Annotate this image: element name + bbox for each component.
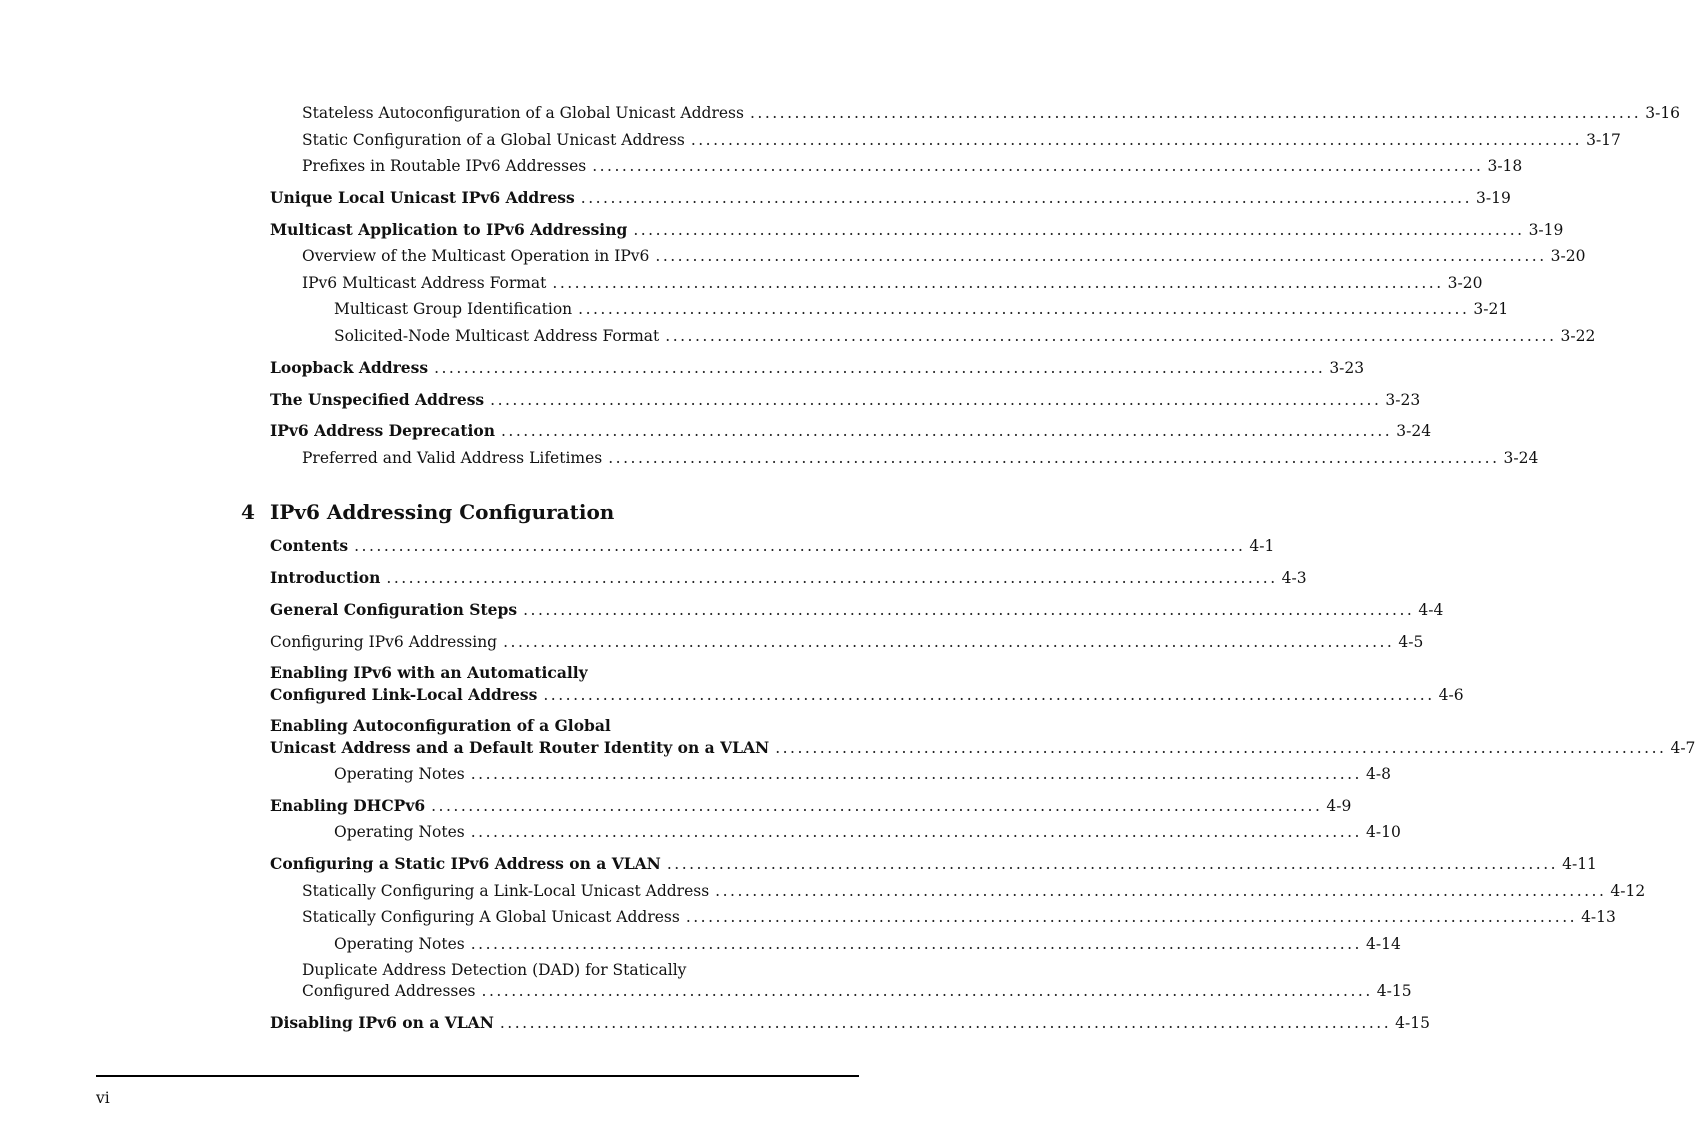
toc-entry-page-number: 3-21 — [1473, 300, 1509, 318]
toc-entry[interactable] — [0, 934, 1401, 954]
toc-entry-page-number: 4-6 — [1438, 686, 1464, 704]
toc-entry-page-number: 3-18 — [1487, 157, 1523, 175]
toc-entry[interactable] — [0, 103, 1681, 123]
toc-entry-page-number: 4-3 — [1281, 569, 1307, 587]
toc-entry-page-number: 3-24 — [1503, 449, 1539, 467]
toc-entry[interactable] — [0, 685, 1464, 705]
toc-entry-title: Stateless Autoconfiguration of a Global Unicast Address — [302, 104, 744, 122]
toc-entry-page-number: 4-11 — [1562, 855, 1597, 873]
dot-leader: ........................................................................................................................ — [685, 908, 1578, 926]
toc-entry-title: IPv6 Multicast Address Format — [302, 274, 547, 292]
toc-entry-page-number: 3-16 — [1645, 104, 1681, 122]
footer-rule — [96, 1075, 859, 1077]
toc-entry[interactable] — [0, 796, 1352, 816]
toc-entry-title: Statically Configuring A Global Unicast Address — [302, 908, 680, 926]
dot-leader: ........................................................................................................................ — [775, 739, 1667, 757]
dot-leader: ........................................................................................................................ — [580, 189, 1473, 207]
toc-entry-title: The Unspecified Address — [270, 390, 485, 409]
toc-entry-page-number: 4-5 — [1398, 633, 1424, 651]
dot-leader: ........................................................................................................................ — [354, 537, 1246, 555]
dot-leader: ........................................................................................................................ — [523, 601, 1415, 619]
toc-entry[interactable] — [0, 764, 1391, 784]
toc-entry-title: Prefixes in Routable IPv6 Addresses — [302, 157, 587, 175]
toc-entry[interactable] — [0, 907, 1616, 927]
toc-entry-page-number: 4-15 — [1376, 982, 1412, 1000]
chapter-title: IPv6 Addressing Configuration — [270, 500, 615, 524]
chapter-number: 4 — [241, 500, 255, 524]
dot-leader: ........................................................................................................................ — [434, 359, 1326, 377]
toc-entry-title: Unique Local Unicast IPv6 Address — [270, 188, 575, 207]
toc-entry-title: IPv6 Address Deprecation — [270, 421, 495, 440]
dot-leader: ........................................................................................................................ — [386, 569, 1278, 587]
toc-entry[interactable] — [0, 246, 1586, 266]
toc-entry-title: Multicast Group Identification — [334, 300, 573, 318]
page-number: vi — [96, 1089, 110, 1107]
toc-entry[interactable] — [0, 822, 1401, 842]
dot-leader: ........................................................................................................................ — [503, 633, 1395, 651]
toc-entry-title: Contents — [270, 536, 349, 555]
toc-entry-title: Disabling IPv6 on a VLAN — [270, 1013, 494, 1032]
dot-leader: ........................................................................................................................ — [481, 982, 1373, 1000]
dot-leader: ........................................................................................................................ — [655, 247, 1547, 265]
dot-leader: ........................................................................................................................ — [578, 300, 1470, 318]
toc-entry-page-number: 3-23 — [1385, 391, 1421, 409]
dot-leader: ........................................................................................................................ — [592, 157, 1484, 175]
toc-entry[interactable] — [0, 738, 1695, 758]
toc-entry[interactable] — [0, 536, 1275, 556]
toc-entry[interactable] — [0, 421, 1432, 441]
toc-entry-title: Solicited-Node Multicast Address Format — [334, 327, 660, 345]
toc-entry-title: Enabling DHCPv6 — [270, 796, 426, 815]
dot-leader: ........................................................................................................................ — [690, 131, 1583, 149]
toc-entry-title: Preferred and Valid Address Lifetimes — [302, 449, 603, 467]
toc-entry-page-number: 3-17 — [1586, 131, 1621, 149]
toc-entry[interactable] — [0, 1013, 1430, 1033]
toc-entry-title: Configuring IPv6 Addressing — [270, 633, 498, 651]
toc-entry-page-number: 4-15 — [1395, 1014, 1430, 1032]
dot-leader: ........................................................................................................................ — [749, 104, 1642, 122]
toc-entry[interactable] — [0, 273, 1483, 293]
toc-entry[interactable] — [0, 981, 1412, 1001]
toc-entry-page-number: 3-20 — [1550, 247, 1586, 265]
dot-leader: ........................................................................................................................ — [552, 274, 1444, 292]
toc-entry-title: Configured Link-Local Address — [270, 685, 538, 704]
toc-entry-title: Configured Addresses — [302, 982, 476, 1000]
toc-entry-page-number: 4-13 — [1581, 908, 1616, 926]
dot-leader: ........................................................................................................................ — [543, 686, 1435, 704]
toc-entry-page-number: 4-12 — [1610, 882, 1646, 900]
toc-entry-page-number: 4-10 — [1365, 823, 1401, 841]
toc-entry[interactable] — [0, 390, 1421, 410]
dot-leader: ........................................................................................................................ — [470, 823, 1362, 841]
toc-entry[interactable] — [0, 881, 1646, 901]
toc-entry-title: Overview of the Multicast Operation in IPv6 — [302, 247, 650, 265]
toc-entry[interactable] — [0, 632, 1424, 652]
toc-entry[interactable] — [0, 156, 1523, 176]
toc-entry[interactable] — [0, 220, 1564, 240]
toc-entry[interactable] — [0, 188, 1511, 208]
dot-leader: ........................................................................................................................ — [608, 449, 1500, 467]
toc-entry[interactable] — [0, 600, 1444, 620]
toc-entry-page-number: 3-20 — [1447, 274, 1483, 292]
toc-entry-page-number: 3-23 — [1329, 359, 1365, 377]
toc-entry-first-line[interactable]: Enabling IPv6 with an Automatically — [270, 663, 588, 682]
toc-entry-title: Multicast Application to IPv6 Addressing — [270, 220, 628, 239]
dot-leader: ........................................................................................................................ — [431, 797, 1323, 815]
dot-leader: ........................................................................................................................ — [665, 327, 1557, 345]
dot-leader: ........................................................................................................................ — [666, 855, 1559, 873]
toc-entry-first-line[interactable]: Enabling Autoconfiguration of a Global — [270, 716, 611, 735]
toc-entry-page-number: 4-1 — [1249, 537, 1275, 555]
toc-entry[interactable] — [0, 448, 1539, 468]
toc-entry-title: Configuring a Static IPv6 Address on a VLAN — [270, 854, 661, 873]
dot-leader: ........................................................................................................................ — [500, 422, 1393, 440]
toc-entry[interactable] — [0, 358, 1365, 378]
toc-entry-title: Unicast Address and a Default Router Identity on a VLAN — [270, 738, 770, 757]
toc-entry-first-line[interactable]: Duplicate Address Detection (DAD) for Statically — [302, 961, 687, 979]
dot-leader: ........................................................................................................................ — [470, 765, 1362, 783]
toc-entry-page-number: 4-8 — [1365, 765, 1391, 783]
toc-entry-page-number: 3-19 — [1528, 221, 1564, 239]
toc-entry-title: Operating Notes — [334, 935, 465, 953]
toc-entry-page-number: 3-22 — [1560, 327, 1596, 345]
toc-entry-title: Loopback Address — [270, 358, 429, 377]
toc-entry-page-number: 4-9 — [1326, 797, 1352, 815]
toc-entry-title: General Configuration Steps — [270, 600, 518, 619]
dot-leader: ........................................................................................................................ — [633, 221, 1525, 239]
toc-entry-page-number: 4-14 — [1365, 935, 1401, 953]
toc-entry[interactable] — [0, 568, 1307, 588]
toc-entry-page-number: 4-7 — [1670, 739, 1695, 757]
dot-leader: ........................................................................................................................ — [499, 1014, 1392, 1032]
toc-entry-page-number: 4-4 — [1418, 601, 1444, 619]
toc-entry[interactable] — [0, 854, 1597, 874]
toc-entry-title: Static Configuration of a Global Unicast Address — [302, 131, 685, 149]
toc-entry-title: Operating Notes — [334, 765, 465, 783]
dot-leader: ........................................................................................................................ — [470, 935, 1362, 953]
toc-entry-page-number: 3-19 — [1476, 189, 1511, 207]
dot-leader: ........................................................................................................................ — [490, 391, 1382, 409]
toc-entry[interactable] — [0, 326, 1596, 346]
toc-entry-title: Introduction — [270, 568, 381, 587]
toc-entry[interactable] — [0, 299, 1509, 319]
toc-entry[interactable] — [0, 130, 1621, 150]
toc-entry-title: Operating Notes — [334, 823, 465, 841]
chapter-heading — [241, 500, 614, 524]
dot-leader: ........................................................................................................................ — [715, 882, 1607, 900]
toc-entry-page-number: 3-24 — [1396, 422, 1432, 440]
toc-entry-title: Statically Configuring a Link-Local Unicast Address — [302, 882, 710, 900]
